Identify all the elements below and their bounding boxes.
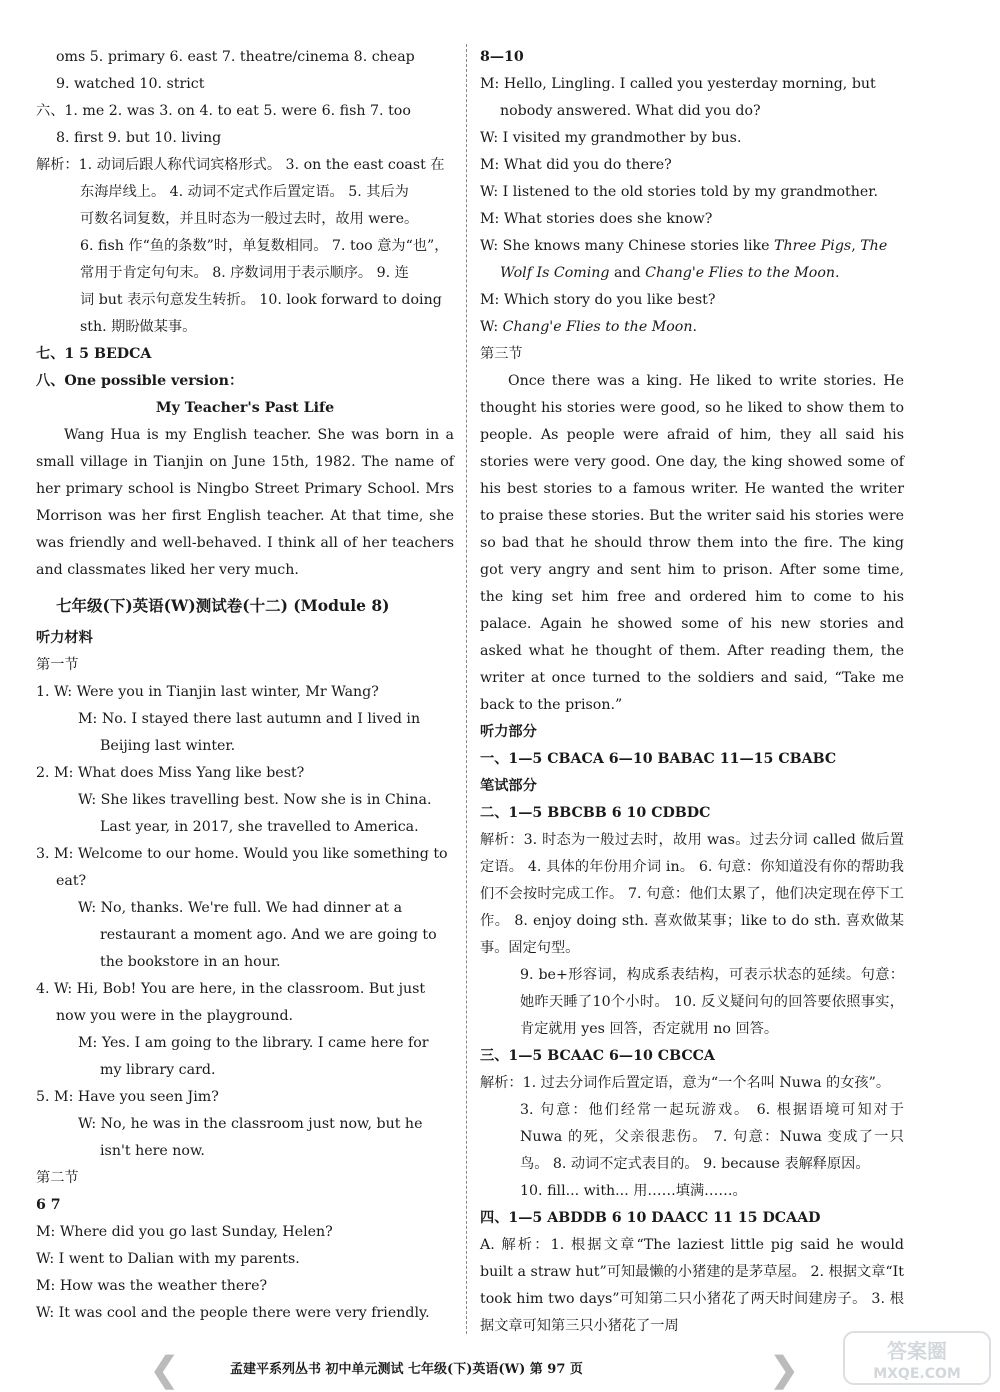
dialogue-line: M: What did you do there? [480,157,672,173]
page-footer [150,1346,810,1390]
dialogue-line [480,233,904,287]
text-line: 6. fish 作“鱼的条数”时，单复数相同。 7. too 意为“也”， [80,238,449,254]
left-column [36,44,454,1327]
answer-line: 四、1—5 ABDDB 6 10 DAACC 11 15 DCAAD [480,1210,821,1226]
story-passage: Once there was a king. He liked to write stories. He thought his stories were good, so he liked to show them to people. As people were afraid of him, they all said his stories were very good. One day, the king showed some of his best stories to a famous writer. He wanted the writer to praise these stories. But the writer said his stories were so bad that he should throw them into the fire. The king got very angry and sent him to prison. After some time, the king set him free and ordered him to come to his palace. Again he showed some of his new stories and asked what he thought of them. After reading them, the writer at once turned to the soldiers and said, “Take me back to the prison.” [480,373,904,713]
part-heading: 笔试部分 [480,778,537,794]
watermark-logo [842,1330,992,1390]
dialogue-line: 3. M: Welcome to our home. Would you like something to eat? [36,846,448,889]
right-column [480,44,904,1340]
text-line: 可数名词复数，并且时态为一般过去时，故用 were。 [80,211,419,227]
column-divider [466,44,467,1334]
dialogue-text: W: She knows many Chinese stories like [480,238,775,254]
answer-line: 八、One possible version： [36,373,244,389]
story-title: Three Pigs [774,238,852,254]
text-line: 词 but 表示句意发生转折。 10. look forward to doing [80,292,442,308]
essay-body: Wang Hua is my English teacher. She was born in a small village in Tianjin on June 15th, 1982. The name of her primary school is Ningbo Street Primary School. Mrs Morrison was her first English teacher. At that time, she was friendly and well-behaved. I think all of her teachers and classmates liked her very much. [36,427,454,578]
speaker: W: [480,319,503,335]
dialogue-line: M: How was the weather there? [36,1278,268,1294]
dialogue-line: M: No. I stayed there last autumn and I lived in Beijing last winter. [78,711,421,754]
watermark-graphic [842,1330,992,1386]
explanation: 10. fill... with... 用……填满……。 [520,1183,747,1199]
footer-text: 孟建平系列丛书 初中单元测试 七年级(下)英语(W) 第 97 页 [230,1362,583,1377]
text-line: 9. watched 10. strict [56,76,205,92]
dialogue-line: M: Hello, Lingling. I called you yesterday morning, but nobody answered. What did you do? [480,76,876,119]
dialogue-line: 5. M: Have you seen Jim? [36,1089,219,1105]
watermark-url: MXQE.COM [873,1366,961,1382]
chevron-right-icon: ❯ [770,1350,799,1390]
dialogue-line: W: I listened to the old stories told by my grandmother. [480,184,878,200]
story-title: Chang'e Flies to the Moon [502,319,693,335]
answer-line: 一、1—5 CBACA 6—10 BABAC 11—15 CBABC [480,751,837,767]
dialogue-text: and [609,265,646,281]
answer-line: 三、1—5 BCAAC 6—10 CBCCA [480,1048,715,1064]
text-line: 六、1. me 2. was 3. on 4. to eat 5. were 6. fish 7. too [36,103,411,119]
dialogue-line: 2. M: What does Miss Yang like best? [36,765,305,781]
part-heading: 听力部分 [480,724,537,740]
dialogue-line: 1. W: Were you in Tianjin last winter, Mr Wang? [36,684,379,700]
dialogue-line [480,314,904,341]
section-heading: 第三节 [480,346,523,362]
text-line: oms 5. primary 6. east 7. theatre/cinema 8. cheap [56,49,415,65]
test-title: 七年级(下)英语(W)测试卷(十二) (Module 8) [56,596,390,615]
essay-title: My Teacher's Past Life [155,400,335,416]
dialogue-line: W: I visited my grandmother by bus. [480,130,742,146]
chevron-left-icon: ❮ [150,1350,179,1390]
explanation: 3. 句意：他们经常一起玩游戏。 6. 根据语境可知对于 Nuwa 的死，父亲很悲伤。 7. 句意：Nuwa 变成了一只鸟。 8. 动词不定式表目的。 9. because 表解释原因。 [520,1102,904,1172]
dialogue-line: W: No, he was in the classroom just now, but he isn't here now. [78,1116,423,1159]
text-line: 8. first 9. but 10. living [56,130,222,146]
answer-line: 二、1—5 BBCBB 6 10 CDBDC [480,805,711,821]
watermark-text: 答案圈 [887,1339,947,1363]
story-title: Chang'e Flies to the Moon [645,265,835,281]
punctuation: , [851,238,861,254]
explanation: A. 解析：1. 根据文章“The laziest little pig said he would built a straw hut”可知最懒的小猪建的是茅草屋。 2. 根据文章“It took him two days”可知第二只小猪花了两天时间建房子。 3. 根据文章可知第三只小猪花了一周 [480,1237,904,1334]
section-heading: 第二节 [36,1170,79,1186]
text-line: 常用于肯定句句末。 8. 序数词用于表示顺序。 9. 连 [80,265,409,281]
explanation: 解析：3. 时态为一般过去时，故用 was。过去分词 called 做后置定语。 4. 具体的年份用介词 in。 6. 句意：你知道没有你的帮助我们不会按时完成工作。 7. 句意：他们太累了，他们决定现在停下工作。 8. enjoy doing sth. 喜欢做某事；like to do sth. 喜欢做某事。固定句型。 [480,832,904,956]
text-line: sth. 期盼做某事。 [80,319,197,335]
dialogue-line: M: Where did you go last Sunday, Helen? [36,1224,333,1240]
text-line: 东海岸线上。 4. 动词不定式作后置定语。 5. 其后为 [80,184,409,200]
explanation: 解析：1. 过去分词作后置定语，意为“一个名叫 Nuwa 的女孩”。 [480,1075,891,1091]
dialogue-line: W: She likes travelling best. Now she is in China. Last year, in 2017, she travelled to America. [78,792,432,835]
punctuation: . [692,319,697,335]
dialogue-line: M: Which story do you like best? [480,292,716,308]
listening-heading: 听力材料 [36,630,93,646]
text-line: 解析：1. 动词后跟人称代词宾格形式。 3. on the east coast 在 [36,157,445,173]
explanation: 9. be+形容词，构成系表结构，可表示状态的延续。句意：她昨天睡了10个小时。 10. 反义疑问句的回答要依照事实，肯定就用 yes 回答，否定就用 no 回答。 [520,967,904,1037]
answer-line: 七、1 5 BEDCA [36,346,152,362]
question-range: 6 7 [36,1197,61,1213]
dialogue-line: M: What stories does she know? [480,211,713,227]
question-range: 8—10 [480,49,524,65]
dialogue-line: W: No, thanks. We're full. We had dinner at a restaurant a moment ago. And we are going to the bookstore in an hour. [78,900,437,970]
dialogue-line: M: Yes. I am going to the library. I came here for my library card. [78,1035,429,1078]
punctuation: . [835,265,840,281]
dialogue-line: W: It was cool and the people there were very friendly. [36,1305,430,1321]
story-title: The Wolf Is Coming [500,238,888,281]
section-heading: 第一节 [36,657,79,673]
dialogue-line: 4. W: Hi, Bob! You are here, in the classroom. But just now you were in the playground. [36,981,426,1024]
dialogue-line: W: I went to Dalian with my parents. [36,1251,300,1267]
